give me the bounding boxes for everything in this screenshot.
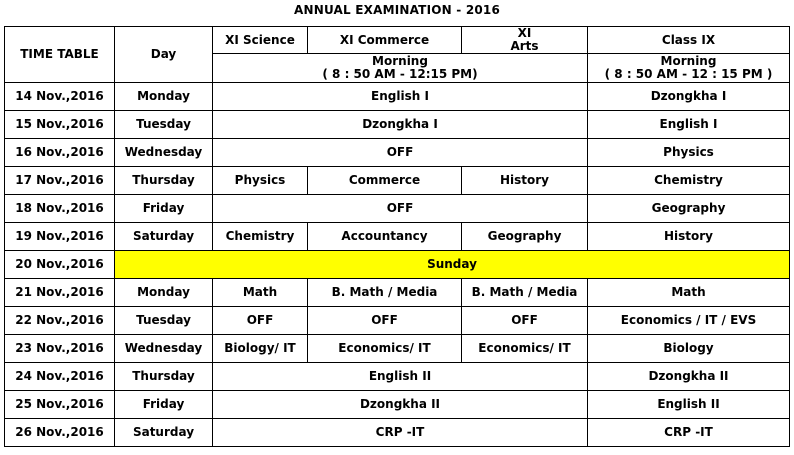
xi-combined-cell: Dzongkha II [213, 391, 588, 419]
xi-session-line1: Morning [372, 54, 428, 68]
ix-cell: Physics [588, 139, 790, 167]
xi-combined-cell: OFF [213, 195, 588, 223]
date-cell: 24 Nov.,2016 [5, 363, 115, 391]
date-cell: 26 Nov.,2016 [5, 419, 115, 447]
page-title: ANNUAL EXAMINATION - 2016 [293, 3, 501, 17]
xi-combined-cell: English I [213, 83, 588, 111]
header-day: Day [115, 27, 213, 83]
day-cell: Saturday [115, 419, 213, 447]
day-cell: Monday [115, 279, 213, 307]
date-cell: 18 Nov.,2016 [5, 195, 115, 223]
date-cell: 22 Nov.,2016 [5, 307, 115, 335]
xi-combined-cell: English II [213, 363, 588, 391]
ix-cell: CRP -IT [588, 419, 790, 447]
table-row [5, 251, 790, 279]
xi-arts-cell: Economics/ IT [462, 335, 588, 363]
xi-science-cell: OFF [213, 307, 308, 335]
table-row [5, 223, 790, 251]
ix-cell: Geography [588, 195, 790, 223]
ix-cell: English I [588, 111, 790, 139]
xi-combined-cell: Dzongkha I [213, 111, 588, 139]
ix-cell: History [588, 223, 790, 251]
day-cell: Thursday [115, 167, 213, 195]
date-cell: 23 Nov.,2016 [5, 335, 115, 363]
header-xi-arts-line2: Arts [510, 39, 539, 53]
xi-commerce-cell: Accountancy [308, 223, 462, 251]
xi-science-cell: Math [213, 279, 308, 307]
xi-science-cell: Chemistry [213, 223, 308, 251]
header-xi-science: XI Science [213, 27, 308, 54]
ix-cell: English II [588, 391, 790, 419]
day-cell: Friday [115, 391, 213, 419]
header-xi-arts-line1: XI [517, 26, 532, 40]
ix-session-line1: Morning [660, 54, 717, 68]
header-timetable: TIME TABLE [5, 27, 115, 83]
header-xi-arts [462, 27, 588, 54]
table-row [5, 391, 790, 419]
sunday-holiday-cell: Sunday [115, 251, 790, 279]
xi-combined-cell: OFF [213, 139, 588, 167]
table-row [5, 419, 790, 447]
table-row [5, 111, 790, 139]
date-cell: 25 Nov.,2016 [5, 391, 115, 419]
ix-cell: Math [588, 279, 790, 307]
date-cell: 17 Nov.,2016 [5, 167, 115, 195]
day-cell: Monday [115, 83, 213, 111]
xi-commerce-cell: B. Math / Media [308, 279, 462, 307]
date-cell: 15 Nov.,2016 [5, 111, 115, 139]
xi-session-time [213, 54, 588, 83]
ix-cell: Dzongkha II [588, 363, 790, 391]
header-xi-commerce: XI Commerce [308, 27, 462, 54]
xi-science-cell: Biology/ IT [213, 335, 308, 363]
table-row [5, 139, 790, 167]
xi-commerce-cell: OFF [308, 307, 462, 335]
table-row [5, 363, 790, 391]
xi-arts-cell: B. Math / Media [462, 279, 588, 307]
xi-combined-cell: CRP -IT [213, 419, 588, 447]
xi-arts-cell: OFF [462, 307, 588, 335]
day-cell: Friday [115, 195, 213, 223]
day-cell: Tuesday [115, 307, 213, 335]
day-cell: Saturday [115, 223, 213, 251]
table-row [5, 307, 790, 335]
ix-cell: Dzongkha I [588, 83, 790, 111]
xi-commerce-cell: Economics/ IT [308, 335, 462, 363]
ix-cell: Biology [588, 335, 790, 363]
day-cell: Tuesday [115, 111, 213, 139]
day-cell: Thursday [115, 363, 213, 391]
table-row [5, 167, 790, 195]
date-cell: 14 Nov.,2016 [5, 83, 115, 111]
xi-commerce-cell: Commerce [308, 167, 462, 195]
exam-timetable [4, 26, 790, 447]
xi-arts-cell: History [462, 167, 588, 195]
xi-science-cell: Physics [213, 167, 308, 195]
ix-session-time [588, 54, 790, 83]
header-class-ix: Class IX [588, 27, 790, 54]
table-row [5, 335, 790, 363]
ix-session-line2: ( 8 : 50 AM - 12 : 15 PM ) [604, 67, 773, 81]
header-row [5, 27, 790, 54]
ix-cell: Economics / IT / EVS [588, 307, 790, 335]
table-row [5, 83, 790, 111]
table-row [5, 195, 790, 223]
table-row [5, 279, 790, 307]
date-cell: 19 Nov.,2016 [5, 223, 115, 251]
xi-session-line2: ( 8 : 50 AM - 12:15 PM) [322, 67, 478, 81]
day-cell: Wednesday [115, 335, 213, 363]
day-cell: Wednesday [115, 139, 213, 167]
date-cell: 21 Nov.,2016 [5, 279, 115, 307]
ix-cell: Chemistry [588, 167, 790, 195]
date-cell: 20 Nov.,2016 [5, 251, 115, 279]
date-cell: 16 Nov.,2016 [5, 139, 115, 167]
xi-arts-cell: Geography [462, 223, 588, 251]
